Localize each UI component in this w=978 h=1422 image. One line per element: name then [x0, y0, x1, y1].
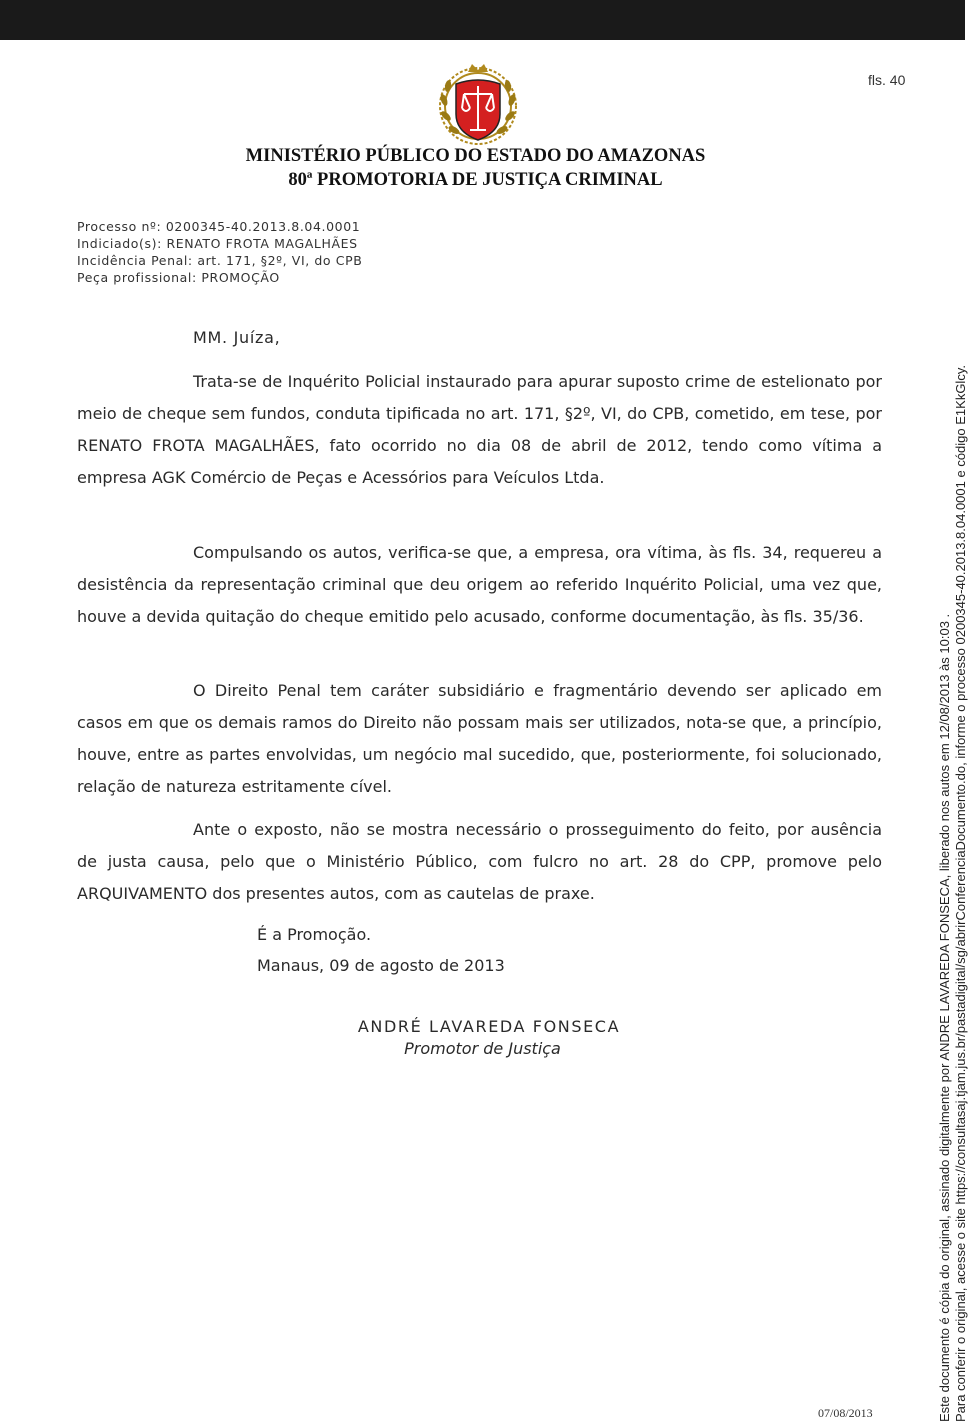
- process-info: [77, 218, 362, 286]
- paragraph-1: Trata-se de Inquérito Policial instaurado para apurar suposto crime de estelionato por meio de cheque sem fundos, conduta tipificada no art. 171, §2º, VI, do CPB, cometido, em tese, por RENATO FROTA MAGALHÃES, fato ocorrido no dia 08 de abril de 2012, tendo como vítima a empresa AGK Comércio de Peças e Acessórios para Veículos Ltda.: [77, 372, 882, 487]
- salutation: MM. Juíza,: [193, 328, 281, 347]
- process-number-row: [77, 218, 362, 235]
- paragraph-2: Compulsando os autos, verifica-se que, a empresa, ora vítima, às fls. 34, requereu a desistência da representação criminal que deu origem ao referido Inquérito Policial, uma vez que, houve a devida quitação do cheque emitido pelo acusado, conforme documentação, às fls. 35/36.: [77, 543, 882, 626]
- footer-date: 07/08/2013: [818, 1406, 873, 1420]
- paragraph-4: Ante o exposto, não se mostra necessário o prosseguimento do feito, por ausência de justa causa, pelo que o Ministério Público, com fulcro no art. 28 do CPP, promove pelo ARQUIVAMENTO dos presentes autos, com as cautelas de praxe.: [77, 820, 882, 903]
- signature-role: Promotor de Justiça: [404, 1039, 561, 1058]
- top-bar: [0, 0, 965, 40]
- incidencia-row: [77, 252, 362, 269]
- page-number: fls. 40: [868, 72, 906, 88]
- indiciado-label: Indiciado(s):: [77, 236, 162, 251]
- closing-line: É a Promoção.: [257, 925, 372, 944]
- verification-stamp: Para conferir o original, acesse o site https://consultasaj.tjam.jus.br/pastadigital/sg/abrirConferenciaDocumento.do, informe o processo 0200345-40.2013.8.04.0001 e código E1KkGlcy.: [953, 365, 968, 1422]
- peca-label: Peça profissional:: [77, 270, 197, 285]
- incidencia-label: Incidência Penal:: [77, 253, 193, 268]
- promotoria-title: 80ª PROMOTORIA DE JUSTIÇA CRIMINAL: [288, 170, 663, 190]
- peca-value: PROMOÇÃO: [201, 270, 280, 285]
- process-number-label: Processo nº:: [77, 219, 162, 234]
- process-number-value: 0200345-40.2013.8.04.0001: [165, 219, 361, 234]
- ministerio-publico-seal-icon: [432, 58, 524, 150]
- signature-name: ANDRÉ LAVAREDA FONSECA: [357, 1017, 621, 1036]
- indiciado-row: [77, 235, 362, 252]
- paragraph-3: O Direito Penal tem caráter subsidiário e fragmentário devendo ser aplicado em casos em que os demais ramos do Direito não possam mais ser utilizados, nota-se que, a princípio, houve, entre as partes envolvidas, um negócio mal sucedido, que, posteriormente, foi solucionado, relação de natureza estritamente cível.: [77, 681, 882, 796]
- place-date: Manaus, 09 de agosto de 2013: [257, 956, 505, 975]
- incidencia-value: art. 171, §2º, VI, do CPB: [197, 253, 363, 268]
- peca-row: [77, 269, 362, 286]
- digital-signature-stamp: Este documento é cópia do original, assinado digitalmente por ANDRE LAVAREDA FONSECA, liberado nos autos em 12/08/2013 às 10:03 .: [937, 613, 952, 1422]
- indiciado-value: RENATO FROTA MAGALHÃES: [166, 236, 358, 251]
- institution-title: MINISTÉRIO PÚBLICO DO ESTADO DO AMAZONAS: [245, 146, 706, 166]
